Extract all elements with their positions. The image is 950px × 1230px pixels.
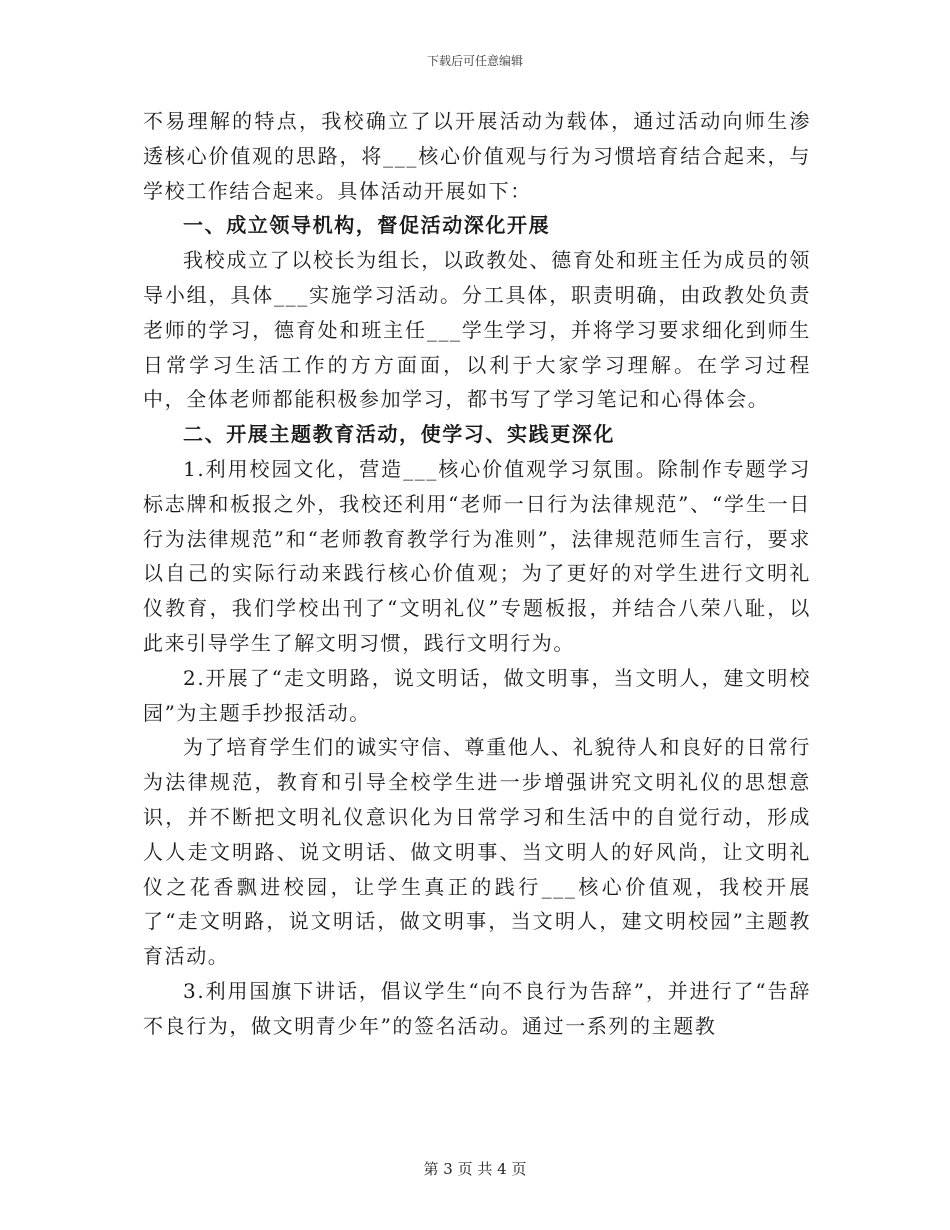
page-footer: 第 3 页 共 4 页 [423,1160,527,1178]
section-heading-2: 二、开展主题教育活动，使学习、实践更深化 [183,422,615,447]
page-header: 下载后可任意编辑 [426,54,523,68]
paragraph-item-2: 2.开展了“走文明路，说文明话，做文明事，当文明人，建文明校园”为主题手抄报活动。 [143,665,811,725]
paragraph-continuation: 不易理解的特点，我校确立了以开展活动为载体，通过活动向师生渗透核心价值观的思路，将___核心价值观与行为习惯培育结合起来，与学校工作结合起来。具体活动开展如下： [143,109,811,203]
paragraph-item-1: 1.利用校园文化，营造___核心价值观学习氛围。除制作专题学习标志牌和板报之外，我校还利用“老师一日行为法律规范”、“学生一日行为法律规范”和“老师教育教学行为准则”，法律规范师生言行，要求以自己的实际行动来践行核心价值观；为了更好的对学生进行文明礼仪教育，我们学校出刊了“文明礼仪”专题板报，并结合八荣八耻，以此来引导学生了解文明习惯，践行文明行为。 [143,456,811,655]
paragraph-civility: 为了培育学生们的诚实守信、尊重他人、礼貌待人和良好的日常行为法律规范，教育和引导全校学生进一步增强讲究文明礼仪的思想意识，并不断把文明礼仪意识化为日常学习和生活中的自觉行动，形成人人走文明路、说文明话、做文明事、当文明人的好风尚，让文明礼仪之花香飘进校园，让学生真正的践行___核心价值观，我校开展了“走文明路，说文明话，做文明事，当文明人，建文明校园”主题教育活动。 [143,735,811,969]
paragraph-item-3: 3.利用国旗下讲话，倡议学生“向不良行为告辞”，并进行了“告辞不良行为，做文明青少年”的签名活动。通过一系列的主题教 [143,978,811,1038]
paragraph-leadership: 我校成立了以校长为组长，以政教处、德育处和班主任为成员的领导小组，具体___实施学习活动。分工具体，职责明确，由政教处负责老师的学习，德育处和班主任___学生学习，并将学习要求细化到师生日常学习生活工作的方方面面，以利于大家学习理解。在学习过程中，全体老师都能积极参加学习，都书写了学习笔记和心得体会。 [143,248,811,412]
section-heading-1: 一、成立领导机构，督促活动深化开展 [183,213,551,238]
document-body [143,104,811,1044]
